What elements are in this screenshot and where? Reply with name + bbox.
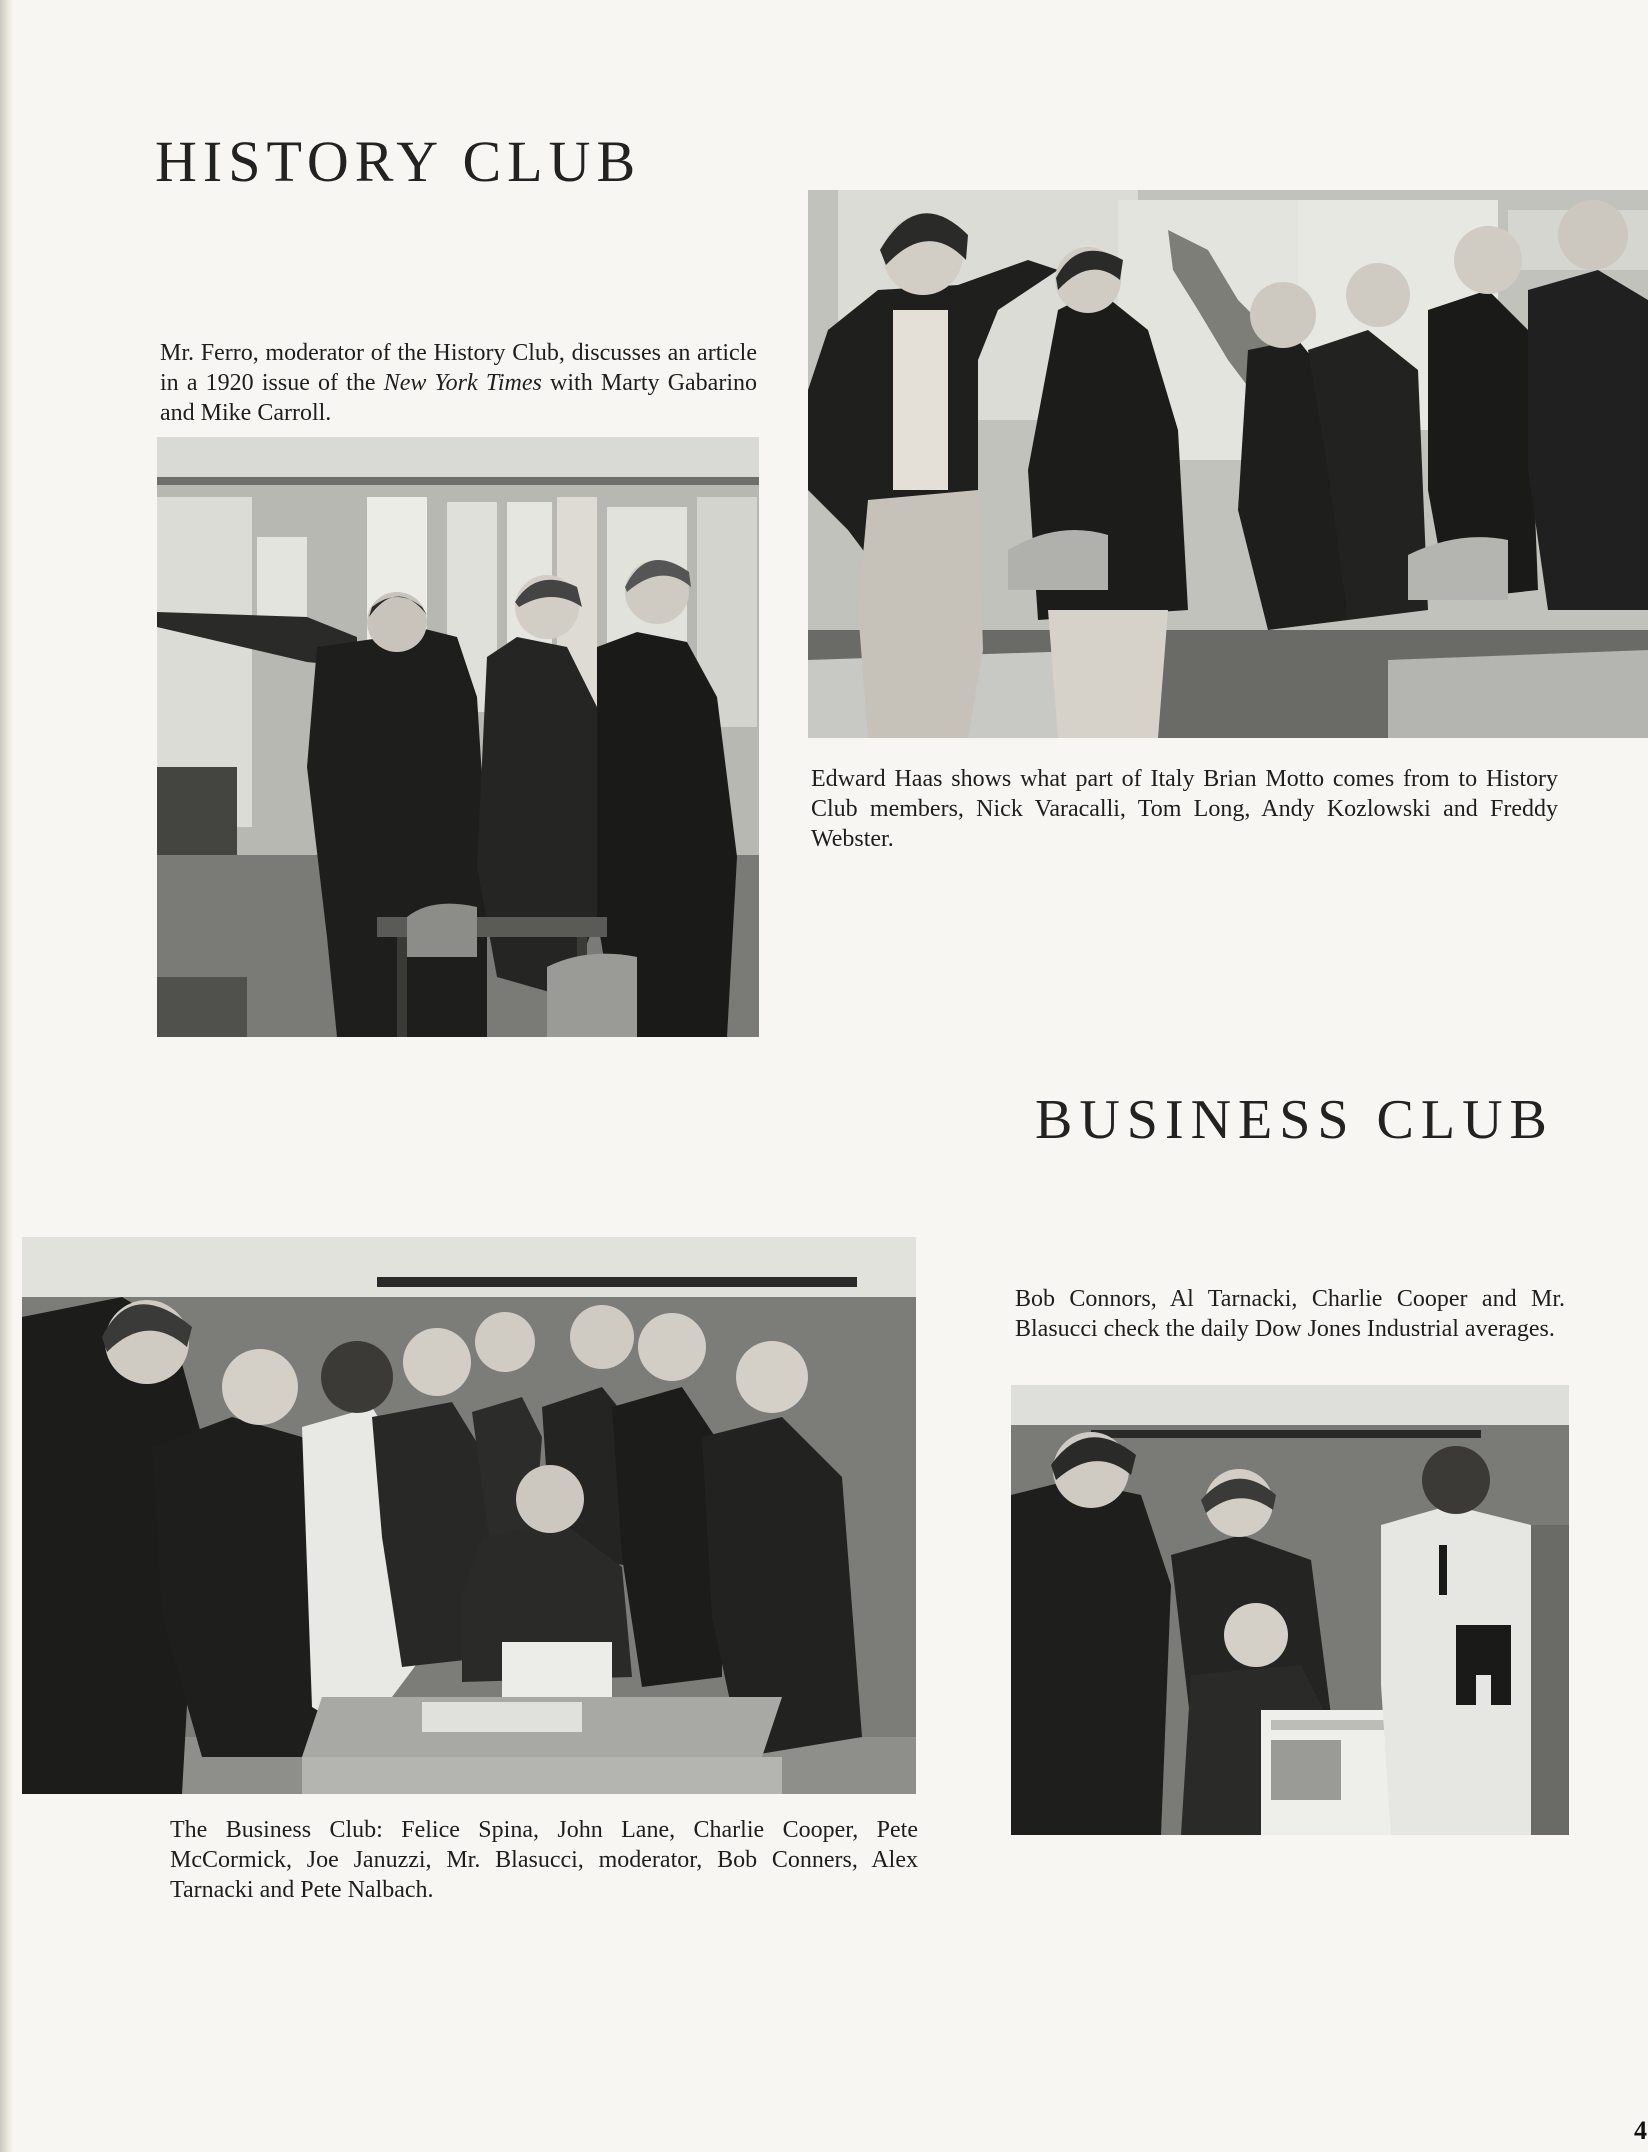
- photo-business-club-dow-jones-image: [1011, 1385, 1569, 1835]
- photo-business-club-group: [22, 1237, 916, 1794]
- photo-history-club-newspaper-image: [157, 437, 759, 1037]
- business-club-title: BUSINESS CLUB: [1035, 1089, 1554, 1151]
- photo-history-club-map-of-italy: [808, 190, 1648, 738]
- business-club-caption-dow-jones: Bob Connors, Al Tarnacki, Charlie Cooper and Mr. Blasucci check the daily Dow Jones Industrial averages.: [1015, 1286, 1565, 1342]
- photo-history-club-map-of-italy-image: [808, 190, 1648, 738]
- history-club-title: HISTORY CLUB: [155, 129, 642, 194]
- history-club-caption-italy: Edward Haas shows what part of Italy Brian Motto comes from to History Club members, Nick Varacalli, Tom Long, Andy Kozlowski and Freddy Webster.: [811, 766, 1558, 852]
- page-binding-edge: [0, 0, 14, 2152]
- business-club-caption-members: The Business Club: Felice Spina, John Lane, Charlie Cooper, Pete McCormick, Joe Januzzi, Mr. Blasucci, moderator, Bob Conners, Alex Tarnacki and Pete Nalbach.: [170, 1817, 918, 1903]
- photo-history-club-newspaper: [157, 437, 759, 1037]
- page-number: 4: [1634, 2116, 1647, 2145]
- history-club-caption-ferro: [160, 338, 757, 428]
- photo-business-club-group-image: [22, 1237, 916, 1794]
- photo-business-club-dow-jones: [1011, 1385, 1569, 1835]
- caption-text: Mr. Ferro, moderator of the History Club, discusses an article in a 1920 issue of the: [160, 340, 757, 396]
- caption-text: with Marty Gabarino and Mike Carroll.: [160, 370, 757, 426]
- newspaper-title: New York Times: [383, 370, 542, 396]
